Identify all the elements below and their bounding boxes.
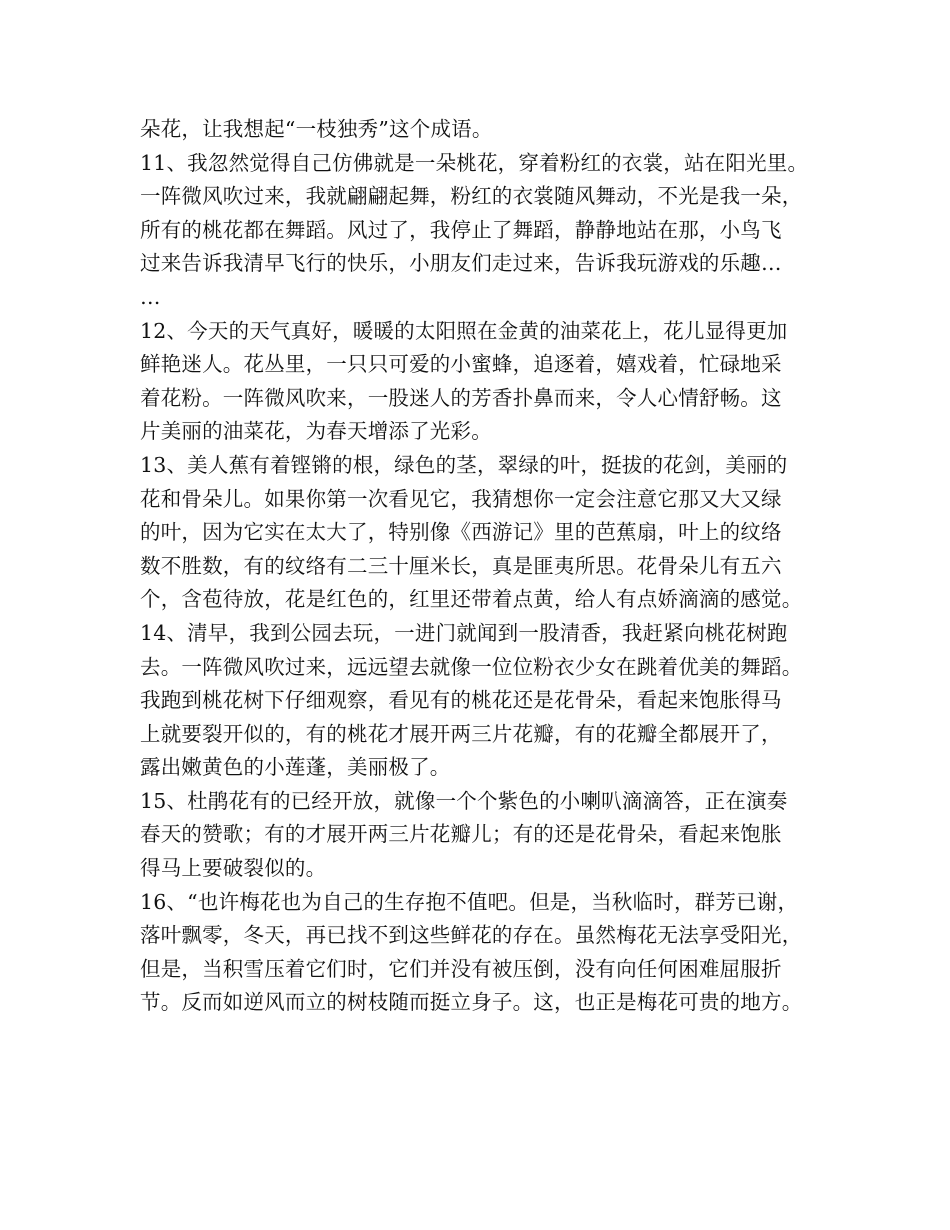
text-line: 11、我忽然觉得自己仿佛就是一朵桃花，穿着粉红的衣裳，站在阳光里。: [140, 150, 809, 175]
text-line: 露出嫩黄色的小莲蓬，美丽极了。: [140, 755, 451, 780]
text-line: 个，含苞待放，花是红色的，红里还带着点黄，给人有点娇滴滴的感觉。: [140, 587, 803, 612]
text-line: 但是，当积雪压着它们时，它们并没有被压倒，没有向任何困难屈服折: [140, 956, 782, 981]
text-line: 着花粉。一阵微风吹来，一股迷人的芳香扑鼻而来，令人心情舒畅。这: [140, 385, 782, 410]
text-line: 12、今天的天气真好，暖暖的太阳照在金黄的油菜花上，花儿显得更加: [140, 318, 788, 343]
text-line: 鲜艳迷人。花丛里，一只只可爱的小蜜蜂，追逐着，嬉戏着，忙碌地采: [140, 352, 782, 377]
text-line: 数不胜数，有的纹络有二三十厘米长，真是匪夷所思。花骨朵儿有五六: [140, 553, 782, 578]
text-line: 16、“也许梅花也为自己的生存抱不值吧。但是，当秋临时，群芳已谢，: [140, 889, 799, 914]
text-line: 14、清早，我到公园去玩，一进门就闻到一股清香，我赶紧向桃花树跑: [140, 620, 788, 645]
text-line: 花和骨朵儿。如果你第一次看见它，我猜想你一定会注意它那又大又绿: [140, 486, 782, 511]
text-line: …: [140, 284, 161, 309]
text-line: 节。反而如逆风而立的树枝随而挺立身子。这，也正是梅花可贵的地方。: [140, 990, 803, 1015]
text-line: 上就要裂开似的，有的桃花才展开两三片花瓣，有的花瓣全都展开了，: [140, 721, 782, 746]
text-line: 去。一阵微风吹过来，远远望去就像一位位粉衣少女在跳着优美的舞蹈。: [140, 654, 803, 679]
text-line: 得马上要破裂似的。: [140, 856, 327, 881]
text-line: 落叶飘零，冬天，再已找不到这些鲜花的存在。虽然梅花无法享受阳光，: [140, 923, 803, 948]
text-line: 朵花，让我想起“一枝独秀”这个成语。: [140, 117, 493, 141]
text-line: 一阵微风吹过来，我就翩翩起舞，粉红的衣裳随风舞动，不光是我一朵，: [140, 184, 803, 209]
text-line: 的叶，因为它实在太大了，特别像《西游记》里的芭蕉扇，叶上的纹络: [140, 520, 782, 545]
text-line: 春天的赞歌；有的才展开两三片花瓣儿；有的还是花骨朵，看起来饱胀: [140, 822, 782, 847]
text-line: 15、杜鹃花有的已经开放，就像一个个紫色的小喇叭滴滴答，正在演奏: [140, 788, 788, 813]
text-line: 过来告诉我清早飞行的快乐，小朋友们走过来，告诉我玩游戏的乐趣…: [140, 251, 782, 276]
text-line: 13、美人蕉有着铿锵的根，绿色的茎，翠绿的叶，挺拔的花剑，美丽的: [140, 452, 788, 477]
text-line: 片美丽的油菜花，为春天增添了光彩。: [140, 419, 492, 444]
text-line: 所有的桃花都在舞蹈。风过了，我停止了舞蹈，静静地站在那，小鸟飞: [140, 217, 782, 242]
text-line: 我跑到桃花树下仔细观察，看见有的桃花还是花骨朵，看起来饱胀得马: [140, 688, 782, 713]
document-body: [140, 113, 820, 1020]
